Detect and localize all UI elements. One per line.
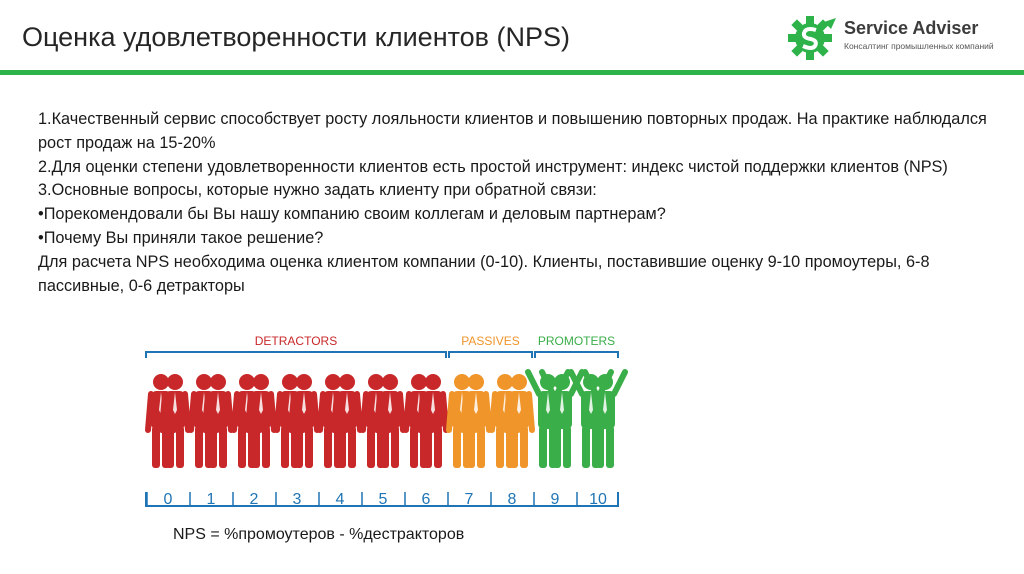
scale-label: 7 — [464, 491, 474, 508]
scale-label: 9 — [550, 491, 560, 508]
nps-scale-graphic — [140, 328, 630, 518]
bullet-question-2: •Почему Вы приняли такое решение? — [38, 228, 324, 247]
scale-label: 8 — [507, 491, 517, 508]
paragraph-3: 3.Основные вопросы, которые нужно задать клиенту при обратной связи: — [38, 181, 597, 200]
scale-label: 4 — [335, 491, 345, 508]
scale-label: 6 — [421, 491, 431, 508]
scale-label: 1 — [206, 491, 216, 508]
group-label: PASSIVES — [461, 334, 520, 348]
group-bracket — [449, 352, 532, 358]
paragraph-1: 1.Качественный сервис способствует росту лояльности клиентов и повышению повторных продаж. На практике наблюдался рост продаж на 15-20% — [38, 110, 987, 152]
logo-tagline: Консалтинг промышленных компаний — [844, 41, 994, 51]
header-divider — [0, 70, 1024, 75]
logo-name: Service Adviser — [844, 18, 979, 38]
scale-label: 3 — [292, 491, 302, 508]
scale-label: 2 — [249, 491, 259, 508]
bullet-question-1: •Порекомендовали бы Вы нашу компанию своим коллегам и деловым партнерам? — [38, 205, 666, 224]
group-label: PROMOTERS — [537, 334, 616, 348]
paragraph-2: 2.Для оценки степени удовлетворенности клиентов есть простой инструмент: индекс чистой поддержки клиентов (NPS) — [38, 157, 948, 176]
paragraph-calculation: Для расчета NPS необходима оценка клиентом компании (0-10). Клиенты, поставившие оценку 9-10 промоутеры, 6-8 пассивные, 0-6 детракторы — [38, 252, 930, 295]
page-title: Оценка удовлетворенности клиентов (NPS) — [22, 22, 571, 52]
scale-label: 0 — [163, 491, 173, 508]
group-bracket — [146, 352, 446, 358]
gear-logo-icon — [784, 14, 840, 62]
scale-label: 10 — [589, 491, 607, 508]
group-label: DETRACTORS — [254, 334, 338, 348]
body-text — [38, 108, 988, 298]
nps-formula: NPS = %промоутеров - %дестракторов — [173, 526, 465, 543]
scale-label: 5 — [378, 491, 388, 508]
group-bracket — [535, 352, 618, 358]
company-logo — [784, 14, 1016, 62]
